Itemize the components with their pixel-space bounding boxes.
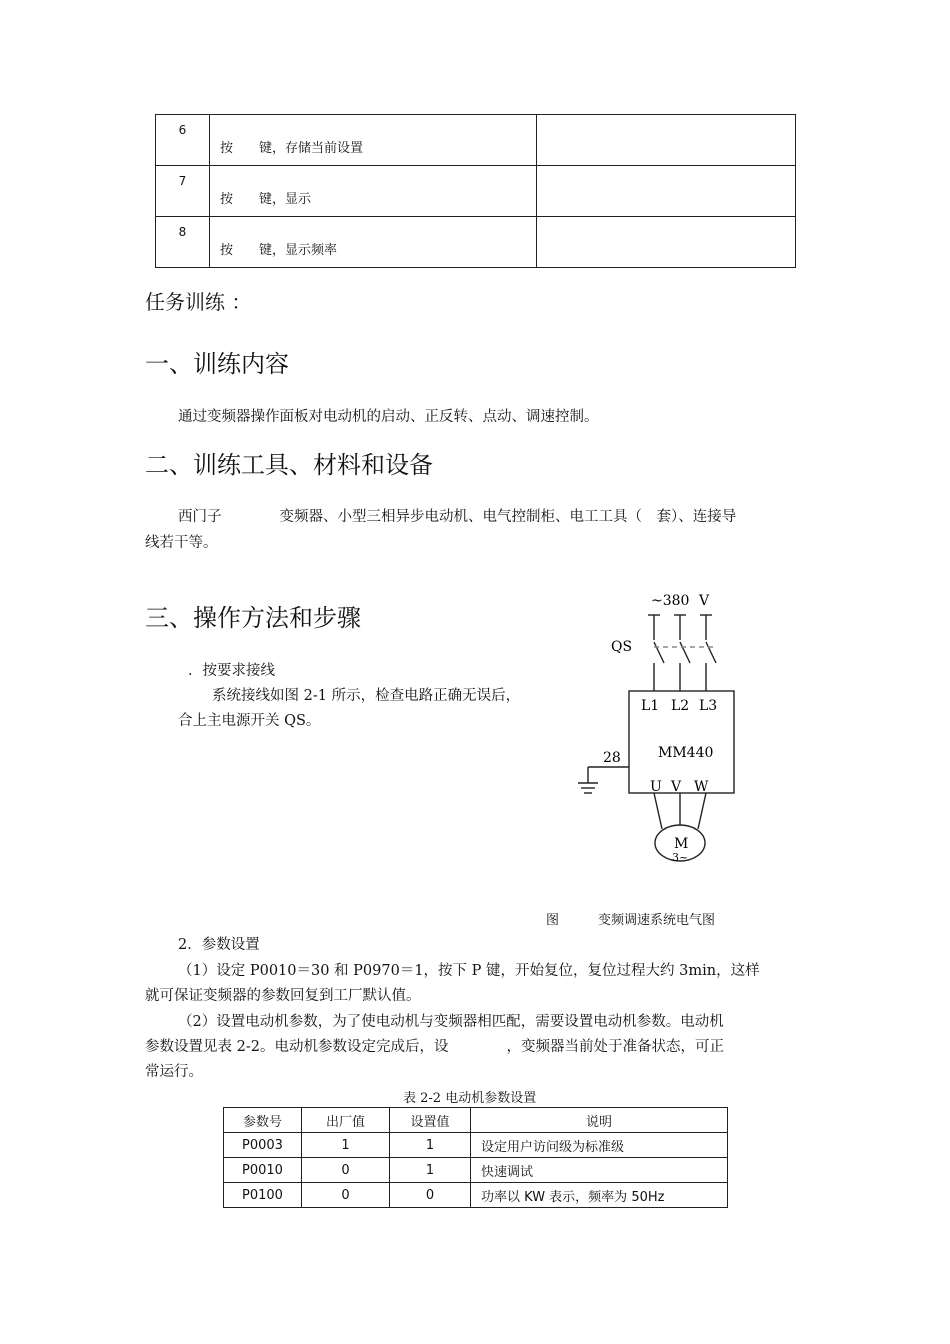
section2-body-line1: 西门子 变频器、小型三相异步电动机、电气控制柜、电工工具（ 套）、连接导 xyxy=(178,509,737,525)
terminal-l3: L3 xyxy=(699,698,718,714)
header-default: 出厂值 xyxy=(302,1108,390,1133)
terminal-l1: L1 xyxy=(641,698,660,714)
step2-p2-line3: 常运行。 xyxy=(145,1064,203,1080)
cell-setting: 0 xyxy=(390,1183,471,1208)
step2-p2-line1: （2）设置电动机参数，为了使电动机与变频器相匹配，需要设置电动机参数。电动机 xyxy=(178,1014,724,1030)
row-number: 7 xyxy=(156,166,210,217)
switch-label: QS xyxy=(611,639,633,655)
motor-leads xyxy=(654,793,706,829)
step2-p2-line2: 参数设置见表 2-2。电动机参数设定完成后，设 ，变频器当前处于准备状态，可正 xyxy=(145,1039,724,1055)
cell-default: 0 xyxy=(302,1183,390,1208)
step2-p1-line1: （1）设定 P0010＝30 和 P0970＝1，按下 P 键，开始复位，复位过程大约 3min，这样 xyxy=(178,963,760,979)
cell-param: P0100 xyxy=(224,1183,302,1208)
section1-title: 一、训练内容 xyxy=(145,350,289,378)
row-description: 按 键，显示 xyxy=(210,166,537,217)
cell-setting: 1 xyxy=(390,1133,471,1158)
supply-unit: V xyxy=(699,593,710,609)
row-note xyxy=(537,217,796,268)
step2-p1-line2: 就可保证变频器的参数回复到工厂默认值。 xyxy=(145,988,421,1004)
step1-line1: 系统接线如图 2-1 所示，检查电路正确无误后， xyxy=(212,688,521,704)
param-table xyxy=(223,1107,728,1208)
figure-caption: 图 变频调速系统电气图 xyxy=(546,913,716,928)
task-heading: 任务训练 ： xyxy=(145,290,252,314)
param-table-caption: 表 2-2 电动机参数设置 xyxy=(403,1091,537,1106)
drive-label: MM440 xyxy=(658,745,714,761)
cell-description: 功率以 KW 表示，频率为 50Hz xyxy=(471,1183,728,1208)
ground-symbol xyxy=(578,767,629,793)
row-note xyxy=(537,115,796,166)
section2-title: 二、训练工具、材料和设备 xyxy=(145,451,433,479)
section2-body-line2: 线若干等。 xyxy=(145,535,218,551)
table-row xyxy=(156,166,796,217)
table-row xyxy=(156,115,796,166)
cell-default: 1 xyxy=(302,1133,390,1158)
terminal-w: W xyxy=(694,779,709,795)
row-description: 按 键，显示频率 xyxy=(210,217,537,268)
section1-body: 通过变频器操作面板对电动机的启动、正反转、点动、调速控制。 xyxy=(178,409,599,425)
motor-label: M xyxy=(674,836,689,852)
supply-label: ~380 xyxy=(651,593,690,609)
terminal-l2: L2 xyxy=(671,698,690,714)
row-description: 按 键，存储当前设置 xyxy=(210,115,537,166)
terminal-u: U xyxy=(650,779,662,795)
table-header-row xyxy=(224,1108,728,1133)
wiring-diagram xyxy=(570,585,750,870)
header-description: 说明 xyxy=(471,1108,728,1133)
step1-line2: 合上主电源开关 QS。 xyxy=(178,713,321,729)
table-row xyxy=(224,1183,728,1208)
cell-description: 设定用户访问级为标准级 xyxy=(471,1133,728,1158)
row-note xyxy=(537,166,796,217)
key-operation-table xyxy=(155,114,796,268)
cell-param: P0010 xyxy=(224,1158,302,1183)
step2-title: 2．参数设置 xyxy=(178,937,260,953)
section3-title: 三、操作方法和步骤 xyxy=(145,604,361,632)
table-row xyxy=(224,1133,728,1158)
header-param: 参数号 xyxy=(224,1108,302,1133)
ground-terminal: 28 xyxy=(603,750,621,766)
cell-param: P0003 xyxy=(224,1133,302,1158)
cell-default: 0 xyxy=(302,1158,390,1183)
motor-phase: 3~ xyxy=(672,851,689,864)
terminal-v: V xyxy=(671,779,682,795)
cell-setting: 1 xyxy=(390,1158,471,1183)
switch-qs xyxy=(648,615,716,691)
step1-title: ．按要求接线 xyxy=(188,663,275,679)
table-row xyxy=(224,1158,728,1183)
cell-description: 快速调试 xyxy=(471,1158,728,1183)
row-number: 6 xyxy=(156,115,210,166)
header-setting: 设置值 xyxy=(390,1108,471,1133)
row-number: 8 xyxy=(156,217,210,268)
table-row xyxy=(156,217,796,268)
